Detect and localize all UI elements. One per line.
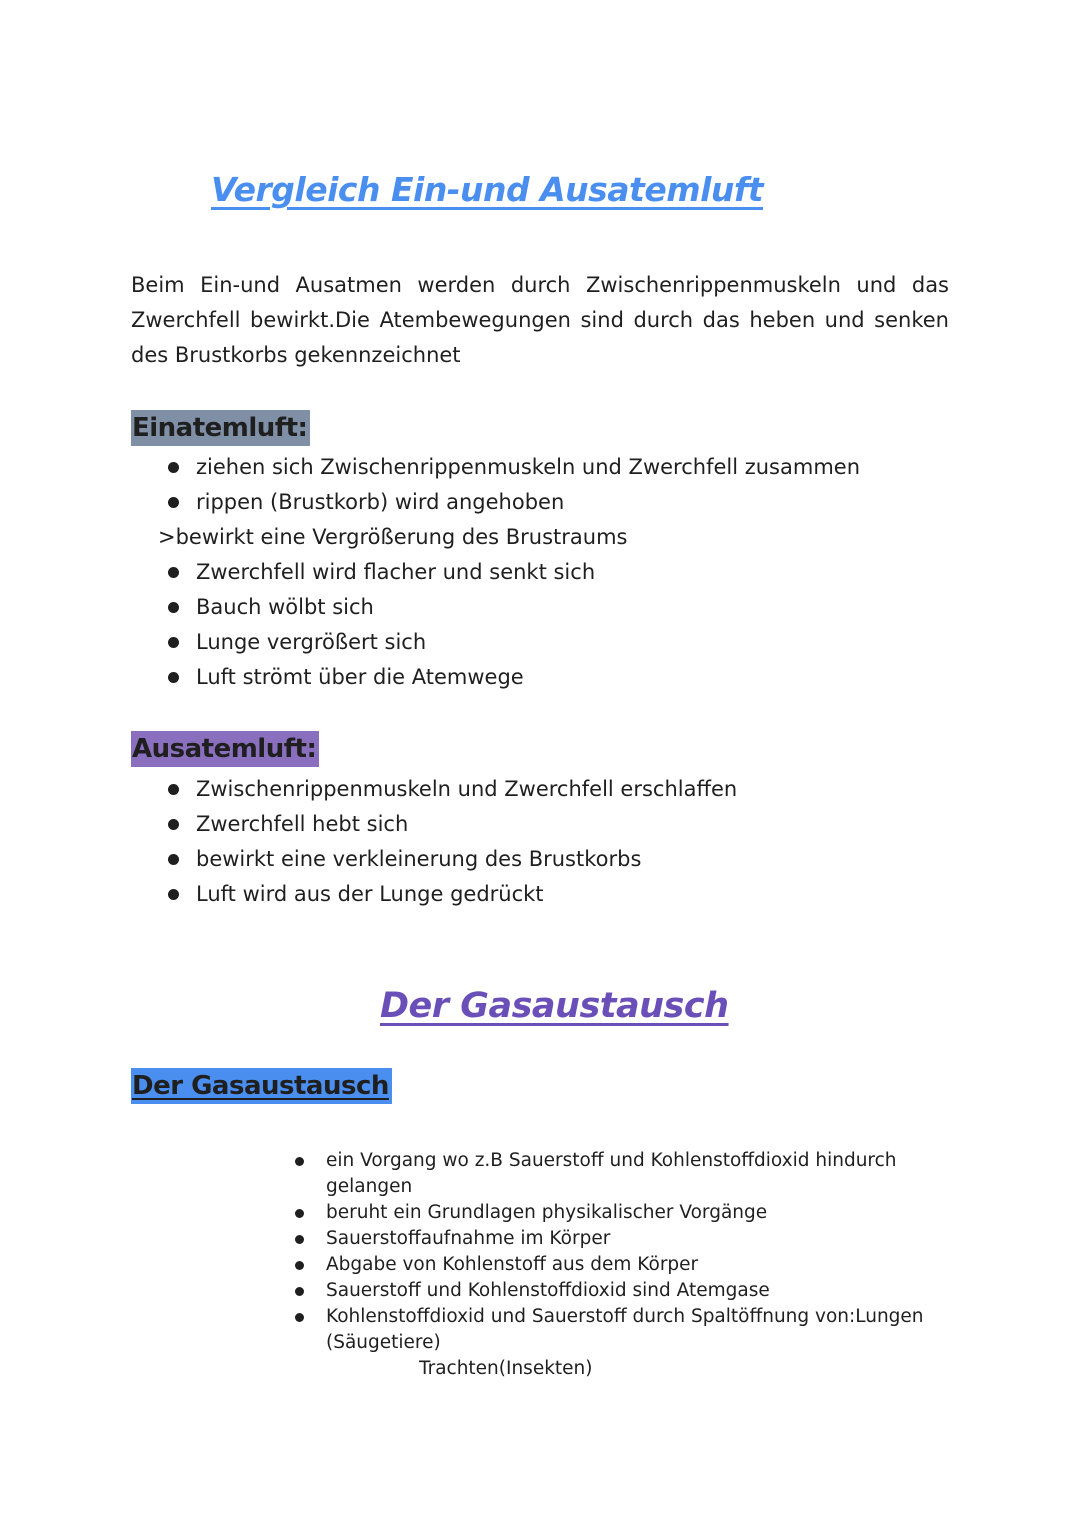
bullet-icon — [295, 1157, 304, 1166]
list-item: beruht ein Grundlagen physikalischer Vorgänge — [293, 1200, 953, 1226]
bullet-icon — [168, 889, 179, 900]
einatemluft-list — [160, 450, 860, 695]
list-item: bewirkt eine verkleinerung des Brustkorbs — [160, 842, 737, 877]
title-gasaustausch: Der Gasaustausch — [380, 986, 729, 1026]
bullet-icon — [295, 1261, 304, 1270]
gasaustausch-list — [293, 1148, 953, 1382]
heading-ausatemluft: Ausatemluft: — [131, 731, 319, 767]
list-item: Zwerchfell hebt sich — [160, 807, 737, 842]
list-item: Sauerstoff und Kohlenstoffdioxid sind Atemgase — [293, 1278, 953, 1304]
list-item: Zwischenrippenmuskeln und Zwerchfell erschlaffen — [160, 772, 737, 807]
list-item: Luft wird aus der Lunge gedrückt — [160, 877, 737, 912]
list-item: Bauch wölbt sich — [160, 590, 860, 625]
list-item: Zwerchfell wird flacher und senkt sich — [160, 555, 860, 590]
bullet-icon — [295, 1209, 304, 1218]
bullet-icon — [168, 602, 179, 613]
list-item: Sauerstoffaufnahme im Körper — [293, 1226, 953, 1252]
bullet-icon — [168, 462, 179, 473]
heading-gasaustausch: Der Gasaustausch — [131, 1068, 392, 1104]
bullet-icon — [168, 672, 179, 683]
bullet-icon — [168, 497, 179, 508]
ausatemluft-list — [160, 772, 737, 912]
list-continuation: Trachten(Insekten) — [419, 1358, 593, 1379]
bullet-icon — [295, 1287, 304, 1296]
bullet-icon — [295, 1313, 304, 1322]
bullet-icon — [168, 854, 179, 865]
list-item: ein Vorgang wo z.B Sauerstoff und Kohlenstoffdioxid hindurch gelangen — [293, 1148, 953, 1200]
list-item: Luft strömt über die Atemwege — [160, 660, 860, 695]
bullet-icon — [168, 819, 179, 830]
list-item: Lunge vergrößert sich — [160, 625, 860, 660]
heading-einatemluft: Einatemluft: — [131, 410, 310, 446]
bullet-icon — [168, 567, 179, 578]
bullet-icon — [295, 1235, 304, 1244]
bullet-icon — [168, 637, 179, 648]
title-vergleich: Vergleich Ein-und Ausatemluft — [211, 170, 764, 209]
bullet-icon — [168, 784, 179, 795]
list-item: Kohlenstoffdioxid und Sauerstoff durch Spaltöffnung von:Lungen (Säugetiere) — [293, 1304, 953, 1356]
list-item: Abgabe von Kohlenstoff aus dem Körper — [293, 1252, 953, 1278]
list-item: ziehen sich Zwischenrippenmuskeln und Zwerchfell zusammen — [160, 450, 860, 485]
list-item: rippen (Brustkorb) wird angehoben — [160, 485, 860, 520]
list-note: >bewirkt eine Vergrößerung des Brustraums — [158, 525, 628, 549]
intro-paragraph: Beim Ein-und Ausatmen werden durch Zwischenrippenmuskeln und das Zwerchfell bewirkt.Die Atembewegungen sind durch das heben und senken des Brustkorbs gekennzeichnet — [131, 273, 949, 367]
